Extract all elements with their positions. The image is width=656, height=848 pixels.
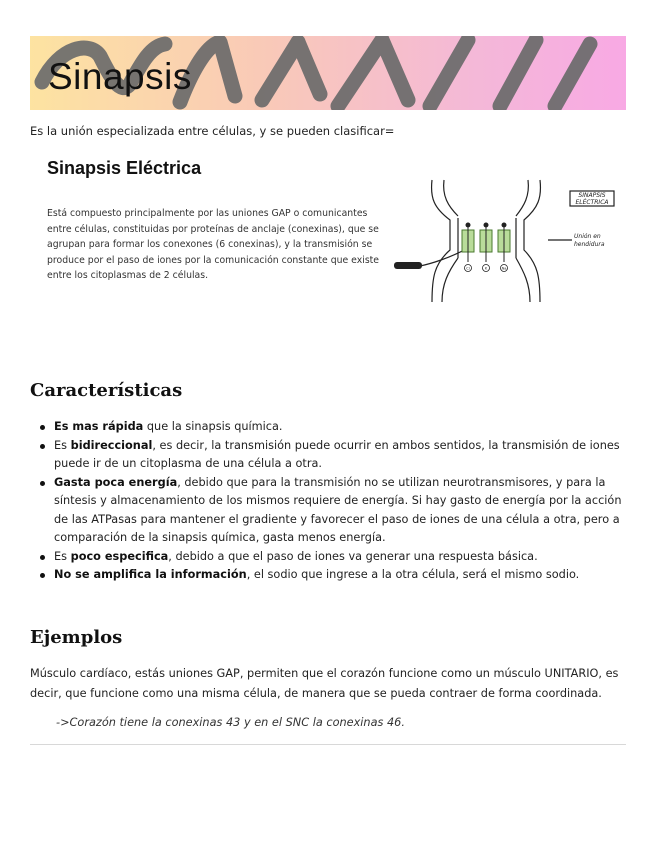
list-item-text: , el sodio que ingrese a la otra célula, será el mismo sodio. <box>246 568 580 581</box>
page-title: Sinapsis <box>48 56 192 97</box>
list-item <box>38 418 628 437</box>
diagram-box-label-1: SINAPSIS <box>578 192 606 199</box>
list-item-text: , debido que para la transmisión no se utilizan neurotransmisores, y para la síntesis y almacenamiento de los mismos requiere de energía. Si hay gasto de energía por la acción de las ATPasas para mantener el gradiente y favorecer el paso de iones de una célula a otra, pero a comparación de la sinapsis química, gasta menos energía. <box>54 475 622 544</box>
diagram-side-label-2: hendidura <box>574 241 605 248</box>
list-item <box>38 437 628 474</box>
examples-note: ->Corazón tiene la conexinas 43 y en el SNC la conexinas 46. <box>56 716 405 729</box>
examples-paragraph: Músculo cardíaco, estás uniones GAP, permiten que el corazón funcione como un músculo UNITARIO, es decir, que funcione como una misma célula, de manera que se pueda contraer de forma coordinada. <box>30 667 619 700</box>
characteristics-heading: Características <box>30 380 183 401</box>
list-item-text: , debido a que el paso de iones va generar una respuesta básica. <box>168 549 538 563</box>
title-banner <box>30 36 626 110</box>
electric-synapse-diagram <box>390 178 626 306</box>
ion-label: K <box>484 266 488 271</box>
section-heading-electric: Sinapsis Eléctrica <box>47 158 202 178</box>
intro-text: Es la unión especializada entre células, y se pueden clasificar= <box>30 124 395 138</box>
list-item-bold: No se amplifica la información <box>54 568 247 581</box>
list-item-prefix: Es <box>54 549 71 563</box>
diagram-box-label-2: ELÉCTRICA <box>575 199 609 206</box>
list-item-text: que la sinapsis química. <box>143 420 283 433</box>
characteristics-list <box>38 418 628 585</box>
diagram-side-label-1: Unión en <box>574 233 601 240</box>
ion-label: Cl <box>466 266 470 271</box>
list-item-prefix: Es <box>54 438 71 452</box>
list-item-bold: Gasta poca energía <box>54 475 178 489</box>
examples-heading: Ejemplos <box>30 627 123 648</box>
list-item <box>38 474 628 548</box>
divider <box>30 744 626 745</box>
list-item-bold: poco especifica <box>70 549 169 563</box>
ion-label: Na <box>501 266 507 271</box>
list-item-bold: bidireccional <box>70 438 153 452</box>
list-item-bold: Es mas rápida <box>54 420 144 433</box>
electric-synapse-section <box>30 150 626 315</box>
list-item <box>38 548 628 567</box>
list-item <box>38 566 628 585</box>
electric-synapse-description: Está compuesto principalmente por las uniones GAP o comunicantes entre células, constituidas por proteínas de anclaje (conexinas), que se agrupan para formar los conexones (6 conexinas), y la transmisión se produce por el paso de iones por la comunicación constante que existe entre los citoplasmas de 2 células. <box>47 208 380 281</box>
list-item-text: , es decir, la transmisión puede ocurrir en ambos sentidos, la transmisión de iones puede ir de un citoplasma de una célula a otra. <box>54 438 620 470</box>
